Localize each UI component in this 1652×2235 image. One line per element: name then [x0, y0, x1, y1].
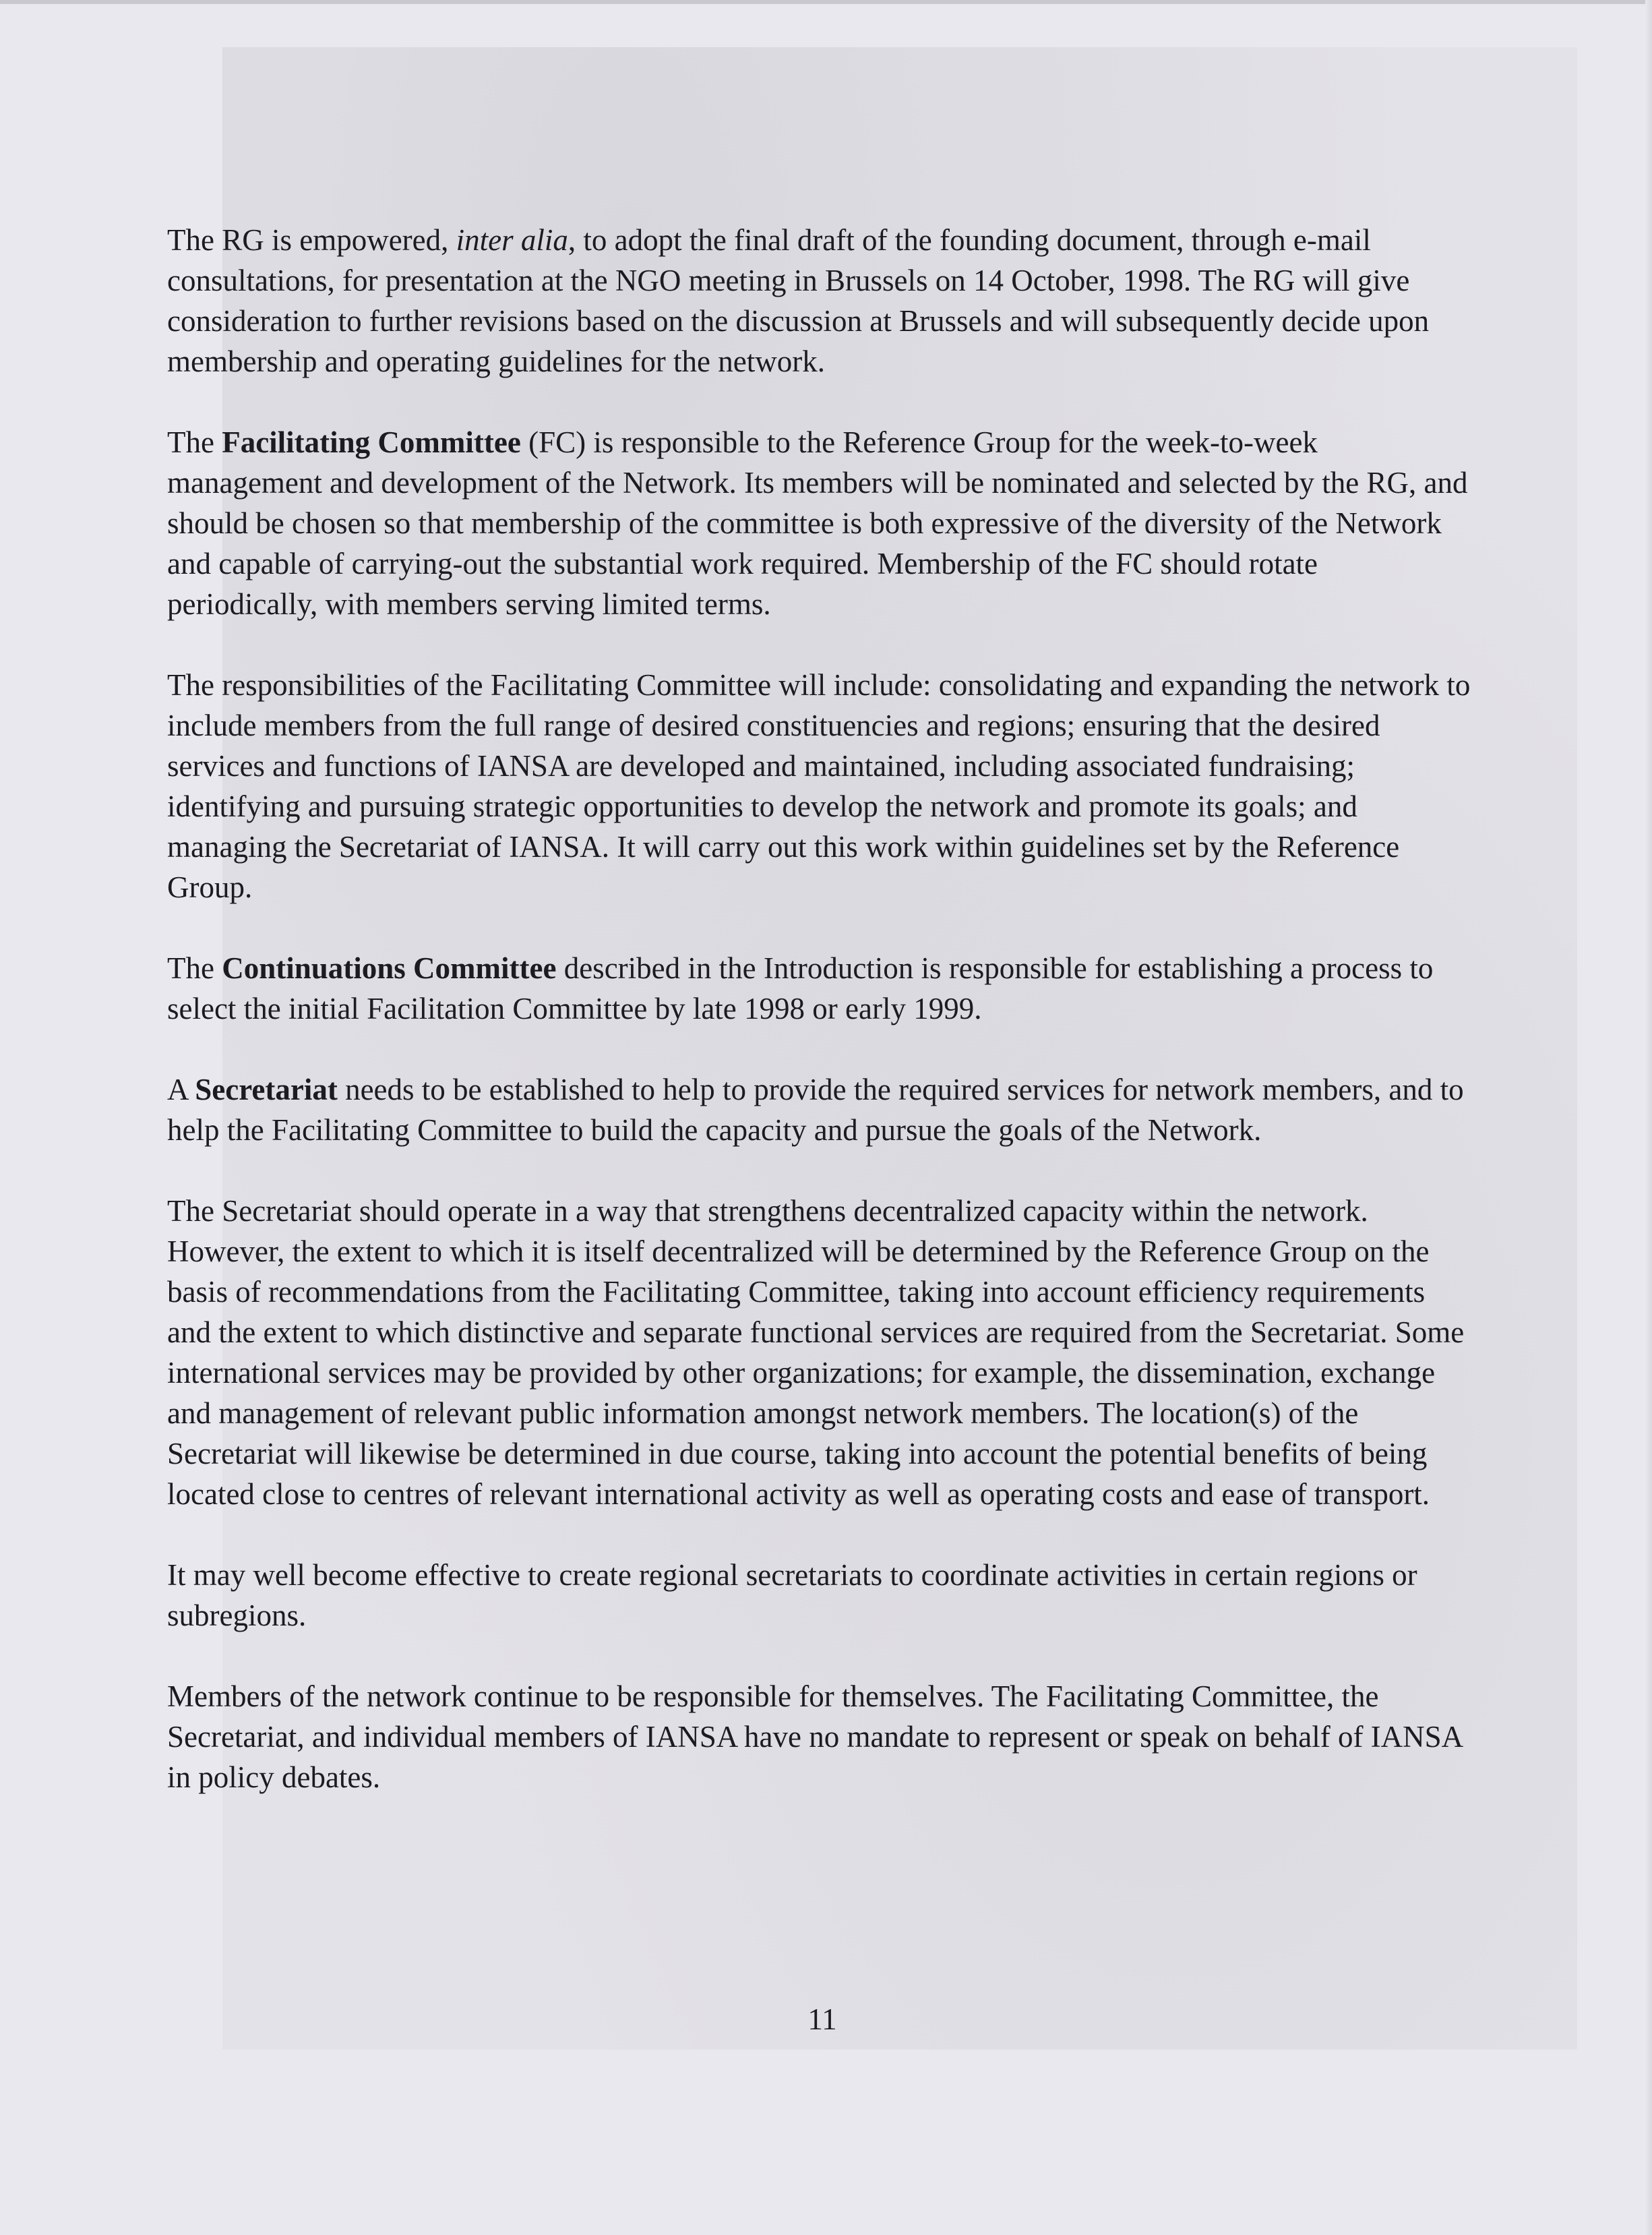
- text-run: The RG is empowered,: [167, 223, 456, 257]
- paragraph-rg-empowered: [167, 220, 1471, 382]
- body-text: [167, 220, 1471, 1838]
- page-right-edge: [1645, 0, 1652, 2235]
- text-run: A: [167, 1073, 195, 1106]
- text-run: (FC) is responsible to the Reference Group for the week-to-week management and development of the Network. Its members will be nominated and selected by the RG, and should be chosen so that membership of the committee is both expressive of the diversity of the Network and capable of carrying-out the substantial work required. Membership of the FC should rotate periodically, with members serving limited terms.: [167, 425, 1468, 621]
- text-run: The: [167, 951, 222, 985]
- text-run: The: [167, 425, 222, 459]
- bold-term-facilitating-committee: Facilitating Committee: [222, 425, 521, 459]
- text-run: needs to be established to help to provide the required services for network members, and to help the Facilitating Committee to build the capacity and pursue the goals of the Network.: [167, 1073, 1464, 1147]
- page-top-edge: [0, 0, 1652, 4]
- text-run: , to adopt the final draft of the founding document, through e-mail consultations, for presentation at the NGO meeting in Brussels on 14 October, 1998. The RG will give consideration to further revisions based on the discussion at Brussels and will subsequently decide upon membership and operating guidelines for the network.: [167, 223, 1430, 378]
- italic-term-inter-alia: inter alia: [456, 223, 568, 257]
- paragraph-members-responsibility: [167, 1676, 1471, 1797]
- text-run: described in the Introduction is responsible for establishing a process to select the initial Facilitation Committee by late 1998 or early 1999.: [167, 951, 1434, 1025]
- text-run: It may well become effective to create regional secretariats to coordinate activities in certain regions or subregions.: [167, 1558, 1417, 1632]
- text-run: Members of the network continue to be responsible for themselves. The Facilitating Committee, the Secretariat, and individual members of IANSA have no mandate to represent or speak on behalf of IANSA in policy debates.: [167, 1679, 1462, 1794]
- paragraph-fc-responsibilities: [167, 665, 1471, 907]
- text-run: The Secretariat should operate in a way that strengthens decentralized capacity within the network. However, the extent to which it is itself decentralized will be determined by the Reference Group on the basis of recommendations from the Facilitating Committee, taking into account efficiency requirements and the extent to which distinctive and separate functional services are required from the Secretariat. Some international services may be provided by other organizations; for example, the dissemination, exchange and management of relevant public information amongst network members. The location(s) of the Secretariat will likewise be determined in due course, taking into account the potential benefits of being located close to centres of relevant international activity as well as operating costs and ease of transport.: [167, 1194, 1465, 1511]
- paragraph-facilitating-committee: [167, 422, 1471, 624]
- bold-term-continuations-committee: Continuations Committee: [222, 951, 557, 985]
- page-number: 11: [807, 2002, 837, 2036]
- paragraph-regional-secretariats: [167, 1555, 1471, 1636]
- paragraph-secretariat: [167, 1069, 1471, 1150]
- paragraph-continuations-committee: [167, 948, 1471, 1029]
- bold-term-secretariat: Secretariat: [195, 1073, 338, 1106]
- text-run: The responsibilities of the Facilitating Committee will include: consolidating and expanding the network to include members from the full range of desired constituencies and regions; ensuring that the desired services and functions of IANSA are developed and maintained, including associated fundraising; identifying and pursuing strategic opportunities to develop the network and promote its goals; and managing the Secretariat of IANSA. It will carry out this work within guidelines set by the Reference Group.: [167, 668, 1471, 904]
- paragraph-secretariat-operation: [167, 1191, 1471, 1514]
